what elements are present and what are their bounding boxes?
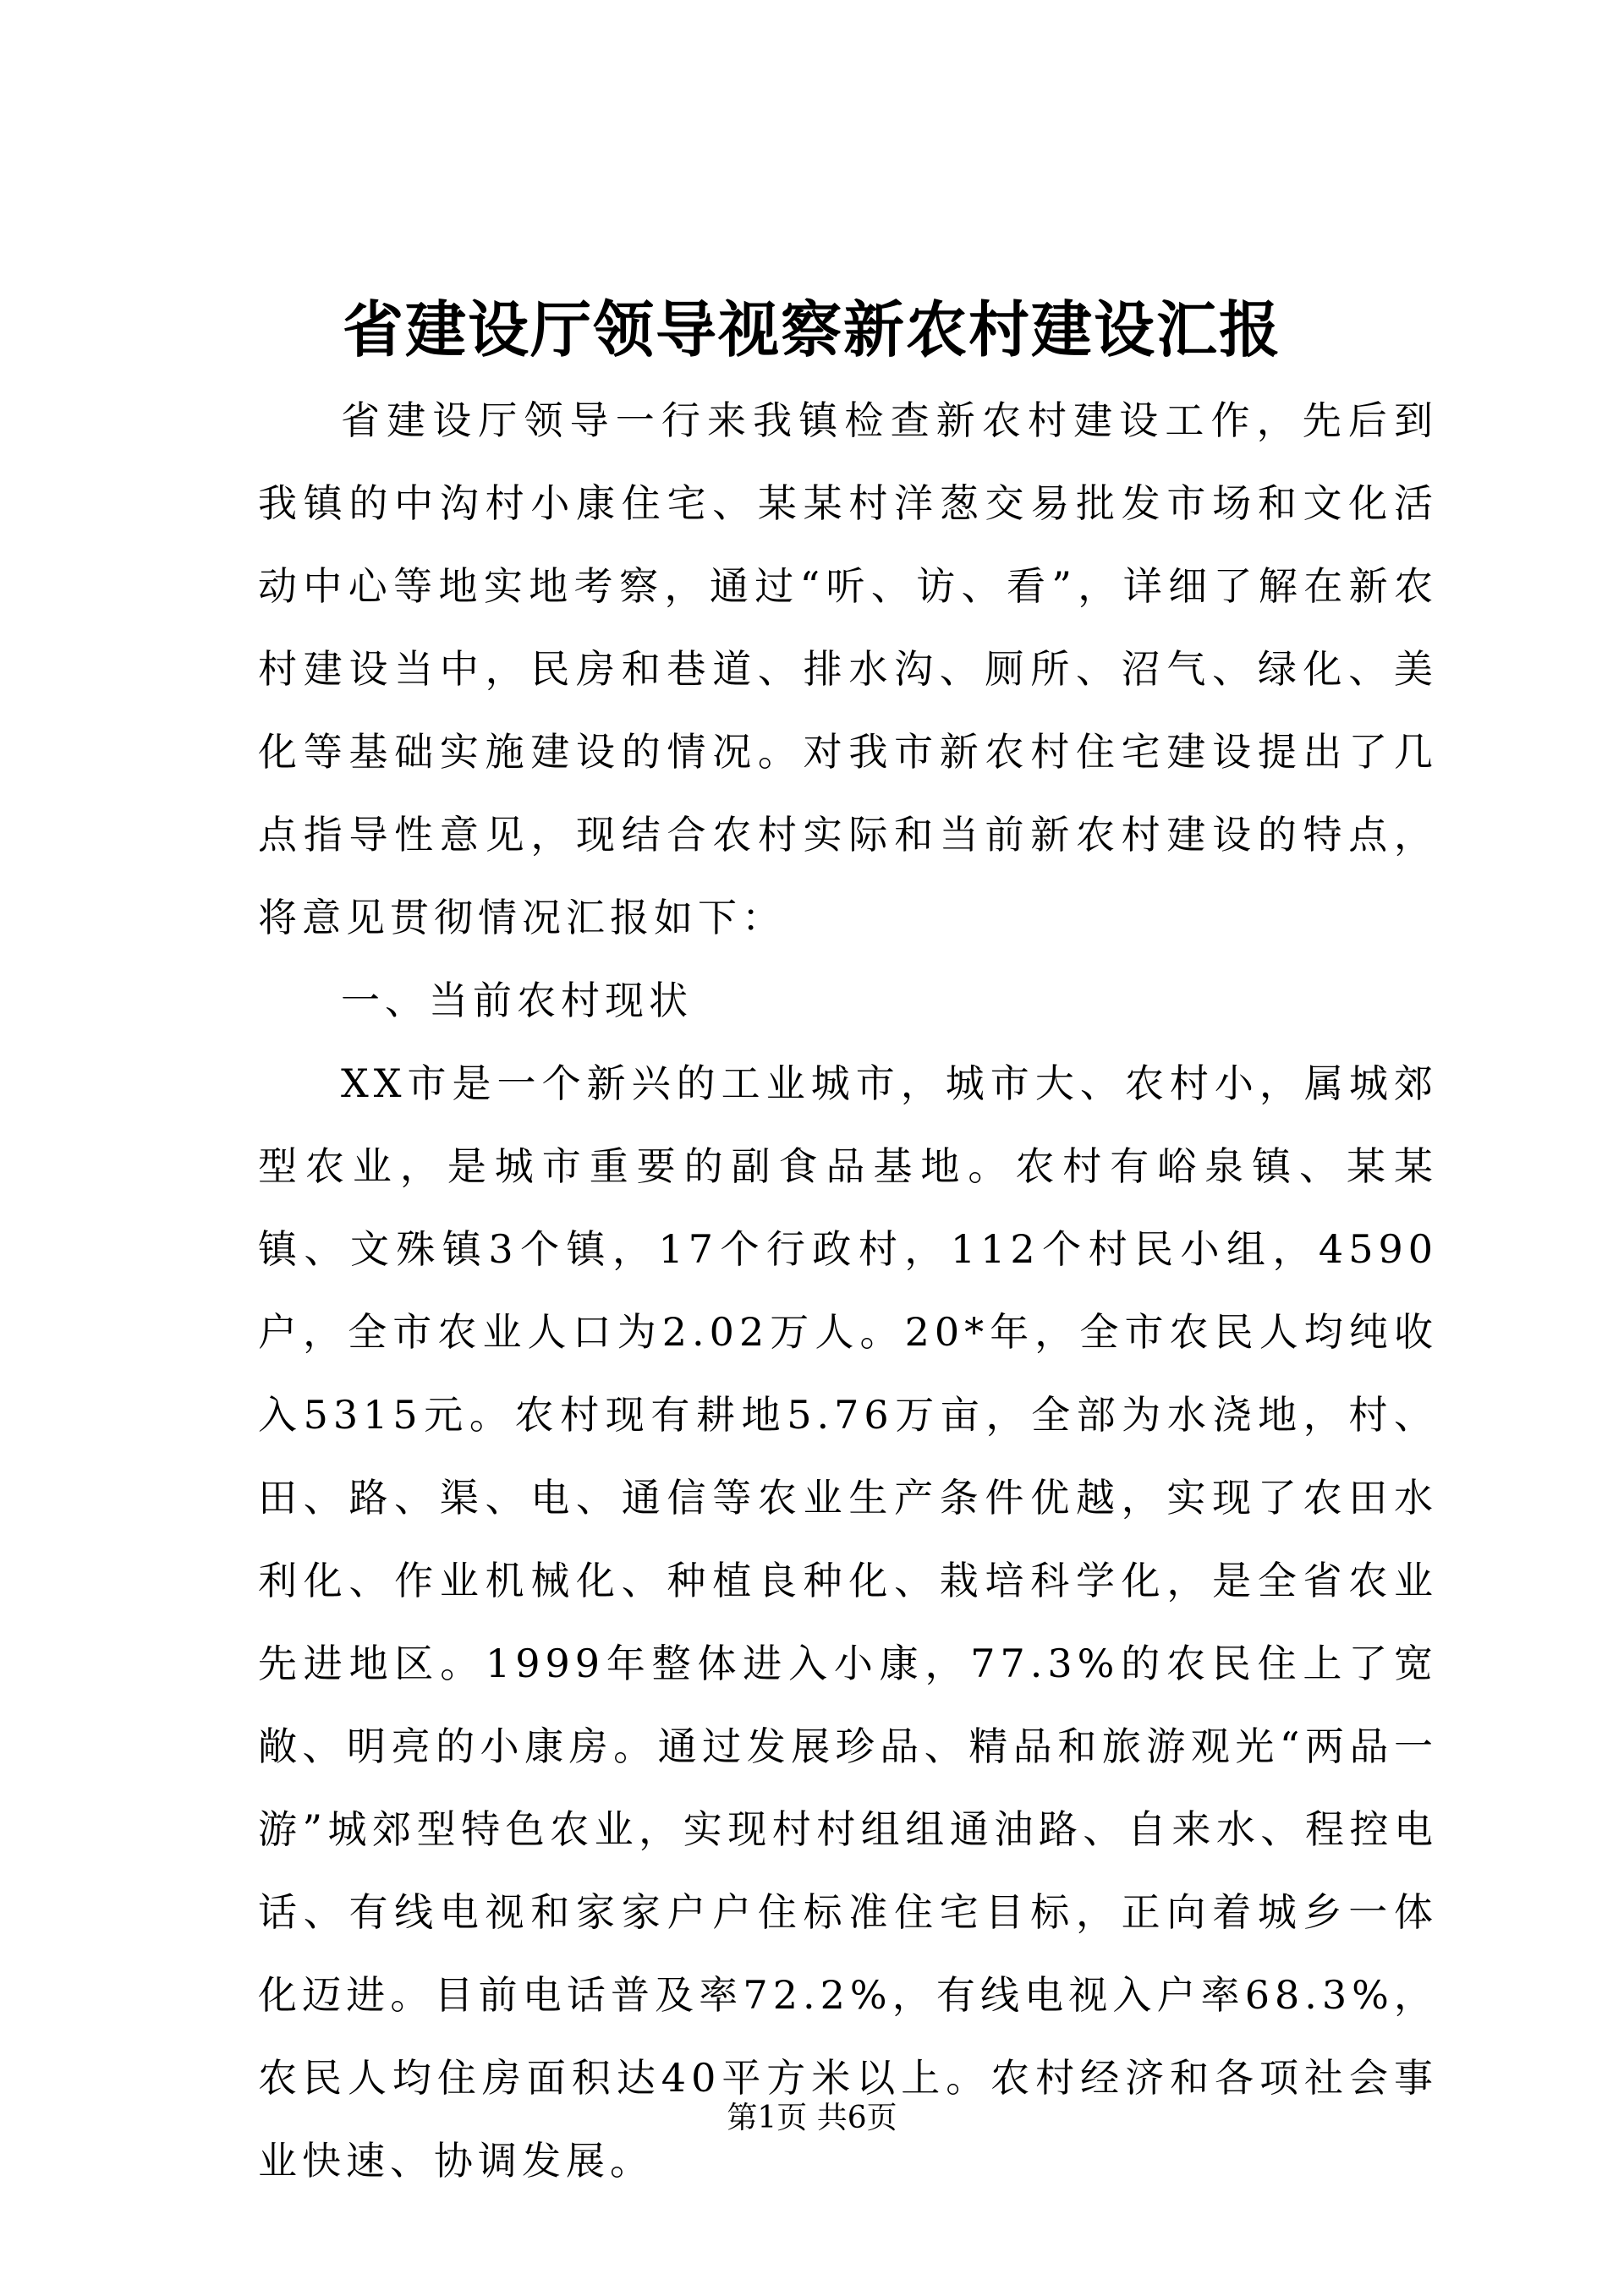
status-paragraph: XX市是一个新兴的工业城市，城市大、农村小，属城郊型农业，是城市重要的副食品基地。农村有峪泉镇、某某镇、文殊镇3个镇，17个行政村，112个村民小组，4590户，全市农业人口为2.02万人。20*年，全市农民人均纯收入5315元。农村现有耕地5.76万亩，全部为水浇地，村、田、路、渠、电、通信等农业生产条件优越，实现了农田水利化、作业机械化、种植良种化、栽培科学化，是全省农业先进地区。1999年整体进入小康，77.3%的农民住上了宽敞、明亮的小康房。通过发展珍品、精品和旅游观光“两品一游”城郊型特色农业，实现村村组组通油路、自来水、程控电话、有线电视和家家户户住标准住宅目标，正向着城乡一体化迈进。目前电话普及率72.2%，有线电视入户率68.3%，农民人均住房面积达40平方米以上。农村经济和各项社会事业快速、协调发展。 — [258, 1060, 1438, 2184]
document-body — [258, 379, 1438, 2202]
section-heading: 一、当前农村现状 — [341, 978, 693, 1023]
page-number-footer: 第1页 共6页 — [727, 2101, 897, 2135]
intro-paragraph: 省建设厅领导一行来我镇检查新农村建设工作，先后到我镇的中沟村小康住宅、某某村洋葱交易批发市场和文化活动中心等地实地考察，通过“听、访、看”，详细了解在新农村建设当中，民房和巷道、排水沟、厕所、沼气、绿化、美化等基础实施建设的情况。对我市新农村住宅建设提出了几点指导性意见，现结合农村实际和当前新农村建设的特点，将意见贯彻情况汇报如下： — [258, 397, 1438, 940]
document-title: 省建设厅领导视察新农村建设汇报 — [342, 293, 1281, 365]
